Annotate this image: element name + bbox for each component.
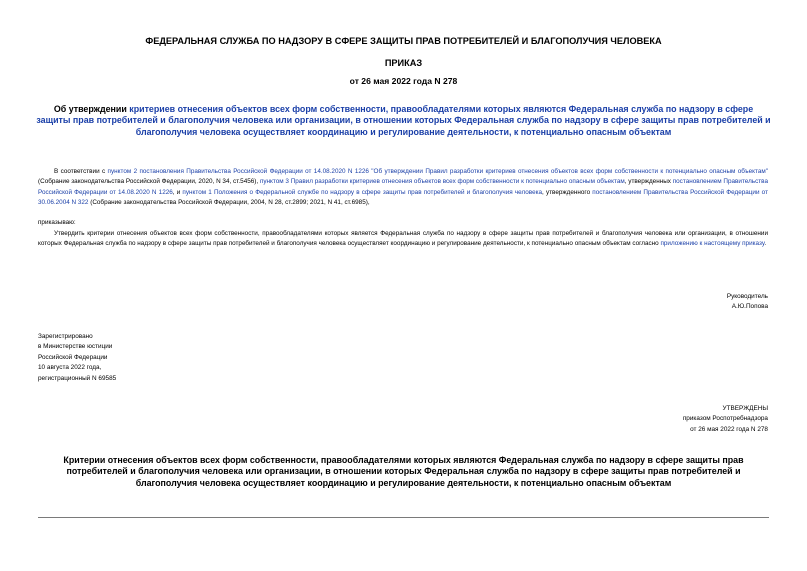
registration-block [38,332,116,384]
body-paragraph [38,229,768,250]
preamble-text: , и [172,188,183,196]
title-prefix: Об утверждении [53,104,130,114]
registration-line: Зарегистрировано [38,333,93,340]
appendix-link[interactable]: приложению к настоящему приказу [660,240,765,248]
order-date-number: от 26 мая 2022 года N 278 [349,76,458,86]
approval-line: УТВЕРЖДЕНЫ [722,405,768,412]
approval-block [683,404,768,435]
registration-line: 10 августа 2022 года, [38,364,102,372]
registration-line: регистрационный N 69585 [38,374,117,382]
preamble-text: (Собрание законодательства Российской Федерации, 2020, N 34, ст.5456), [38,178,260,186]
title-link[interactable]: критериев отнесения объектов всех форм собственности, правообладателями которых являются Федеральная служба по надзору в сфере защиты прав потребителей и благополучия человека или организации, в отношении которых Федеральная служба по надзору в сфере защиты прав потребителей и благополучия человека осуществляет координацию и регулирование деятельности, к потенциально опасным объектам [36,104,771,137]
signature-name: А.Ю.Попова [731,303,768,311]
preamble-text: (Собрание законодательства Российской Федерации, 2004, N 28, ст.2899; 2021, N 41, ст.6985), [88,198,370,206]
signature-block [727,292,768,313]
approval-line: от 26 мая 2022 года N 278 [690,425,768,433]
approval-line: приказом Роспотребнадзора [682,415,768,423]
order-word: приказываю: [38,219,76,226]
divider [38,517,769,518]
doc-type-heading: ПРИКАЗ [384,58,423,68]
order-title [36,104,771,138]
body-text: Утвердить критерии отнесения объектов всех форм собственности, правообладателями которых является Федеральная служба по надзору в сфере защиты прав потребителей и благополучия человека или организации, в отношении которых Федеральная служба по надзору в сфере защиты прав потребителей и благополучия человека осуществляет координацию и регулирование деятельности, к потенциально опасным объектам согласно [38,230,768,248]
preamble-text: , утвержденного [542,188,593,196]
agency-heading: ФЕДЕРАЛЬНАЯ СЛУЖБА ПО НАДЗОРУ В СФЕРЕ ЗАЩИТЫ ПРАВ ПОТРЕБИТЕЛЕЙ И БЛАГОПОЛУЧИЯ ЧЕЛОВЕКА [145,36,662,46]
preamble-link-decree-1226[interactable]: постановлением Правительства Российской Федерации от 14.08.2020 N 1226 [38,178,769,196]
preamble-link-rules-p3[interactable]: пунктом 3 Правил разработки критериев отнесения объектов всех форм собственности к потенциально опасным объектам [259,178,625,186]
preamble-paragraph [38,167,768,208]
preamble-link-decree-322[interactable]: постановлением Правительства Российской Федерации от 30.06.2004 N 322 [38,188,768,206]
preamble-link-decree-p2[interactable]: пунктом 2 постановления Правительства Российской Федерации от 14.08.2020 N 1226 "Об утверждении Правил разработки критериев отнесения объектов всех форм собственности к потенциально опасным объектам" [107,168,768,175]
criteria-title: Критерии отнесения объектов всех форм собственности, правообладателями которых являются Федеральная служба по надзору в сфере защиты прав потребителей и благополучия человека или организации, в отношении которых Федеральная служба по надзору в сфере защиты прав потребителей и благополучия человека осуществляет координацию и регулирование деятельности, к потенциально опасным объектам [63,455,744,488]
preamble-text: В соответствии с [54,168,108,175]
body-text: . [764,240,767,248]
registration-line: в Министерстве юстиции [38,343,113,351]
registration-line: Российской Федерации [38,353,108,361]
preamble-text: , утвержденных [624,178,673,186]
signature-position: Руководитель [726,293,768,300]
preamble-link-regulation-p1[interactable]: пунктом 1 Положения о Федеральной службе по надзору в сфере защиты прав потребителей и благополучия человека [182,188,543,196]
